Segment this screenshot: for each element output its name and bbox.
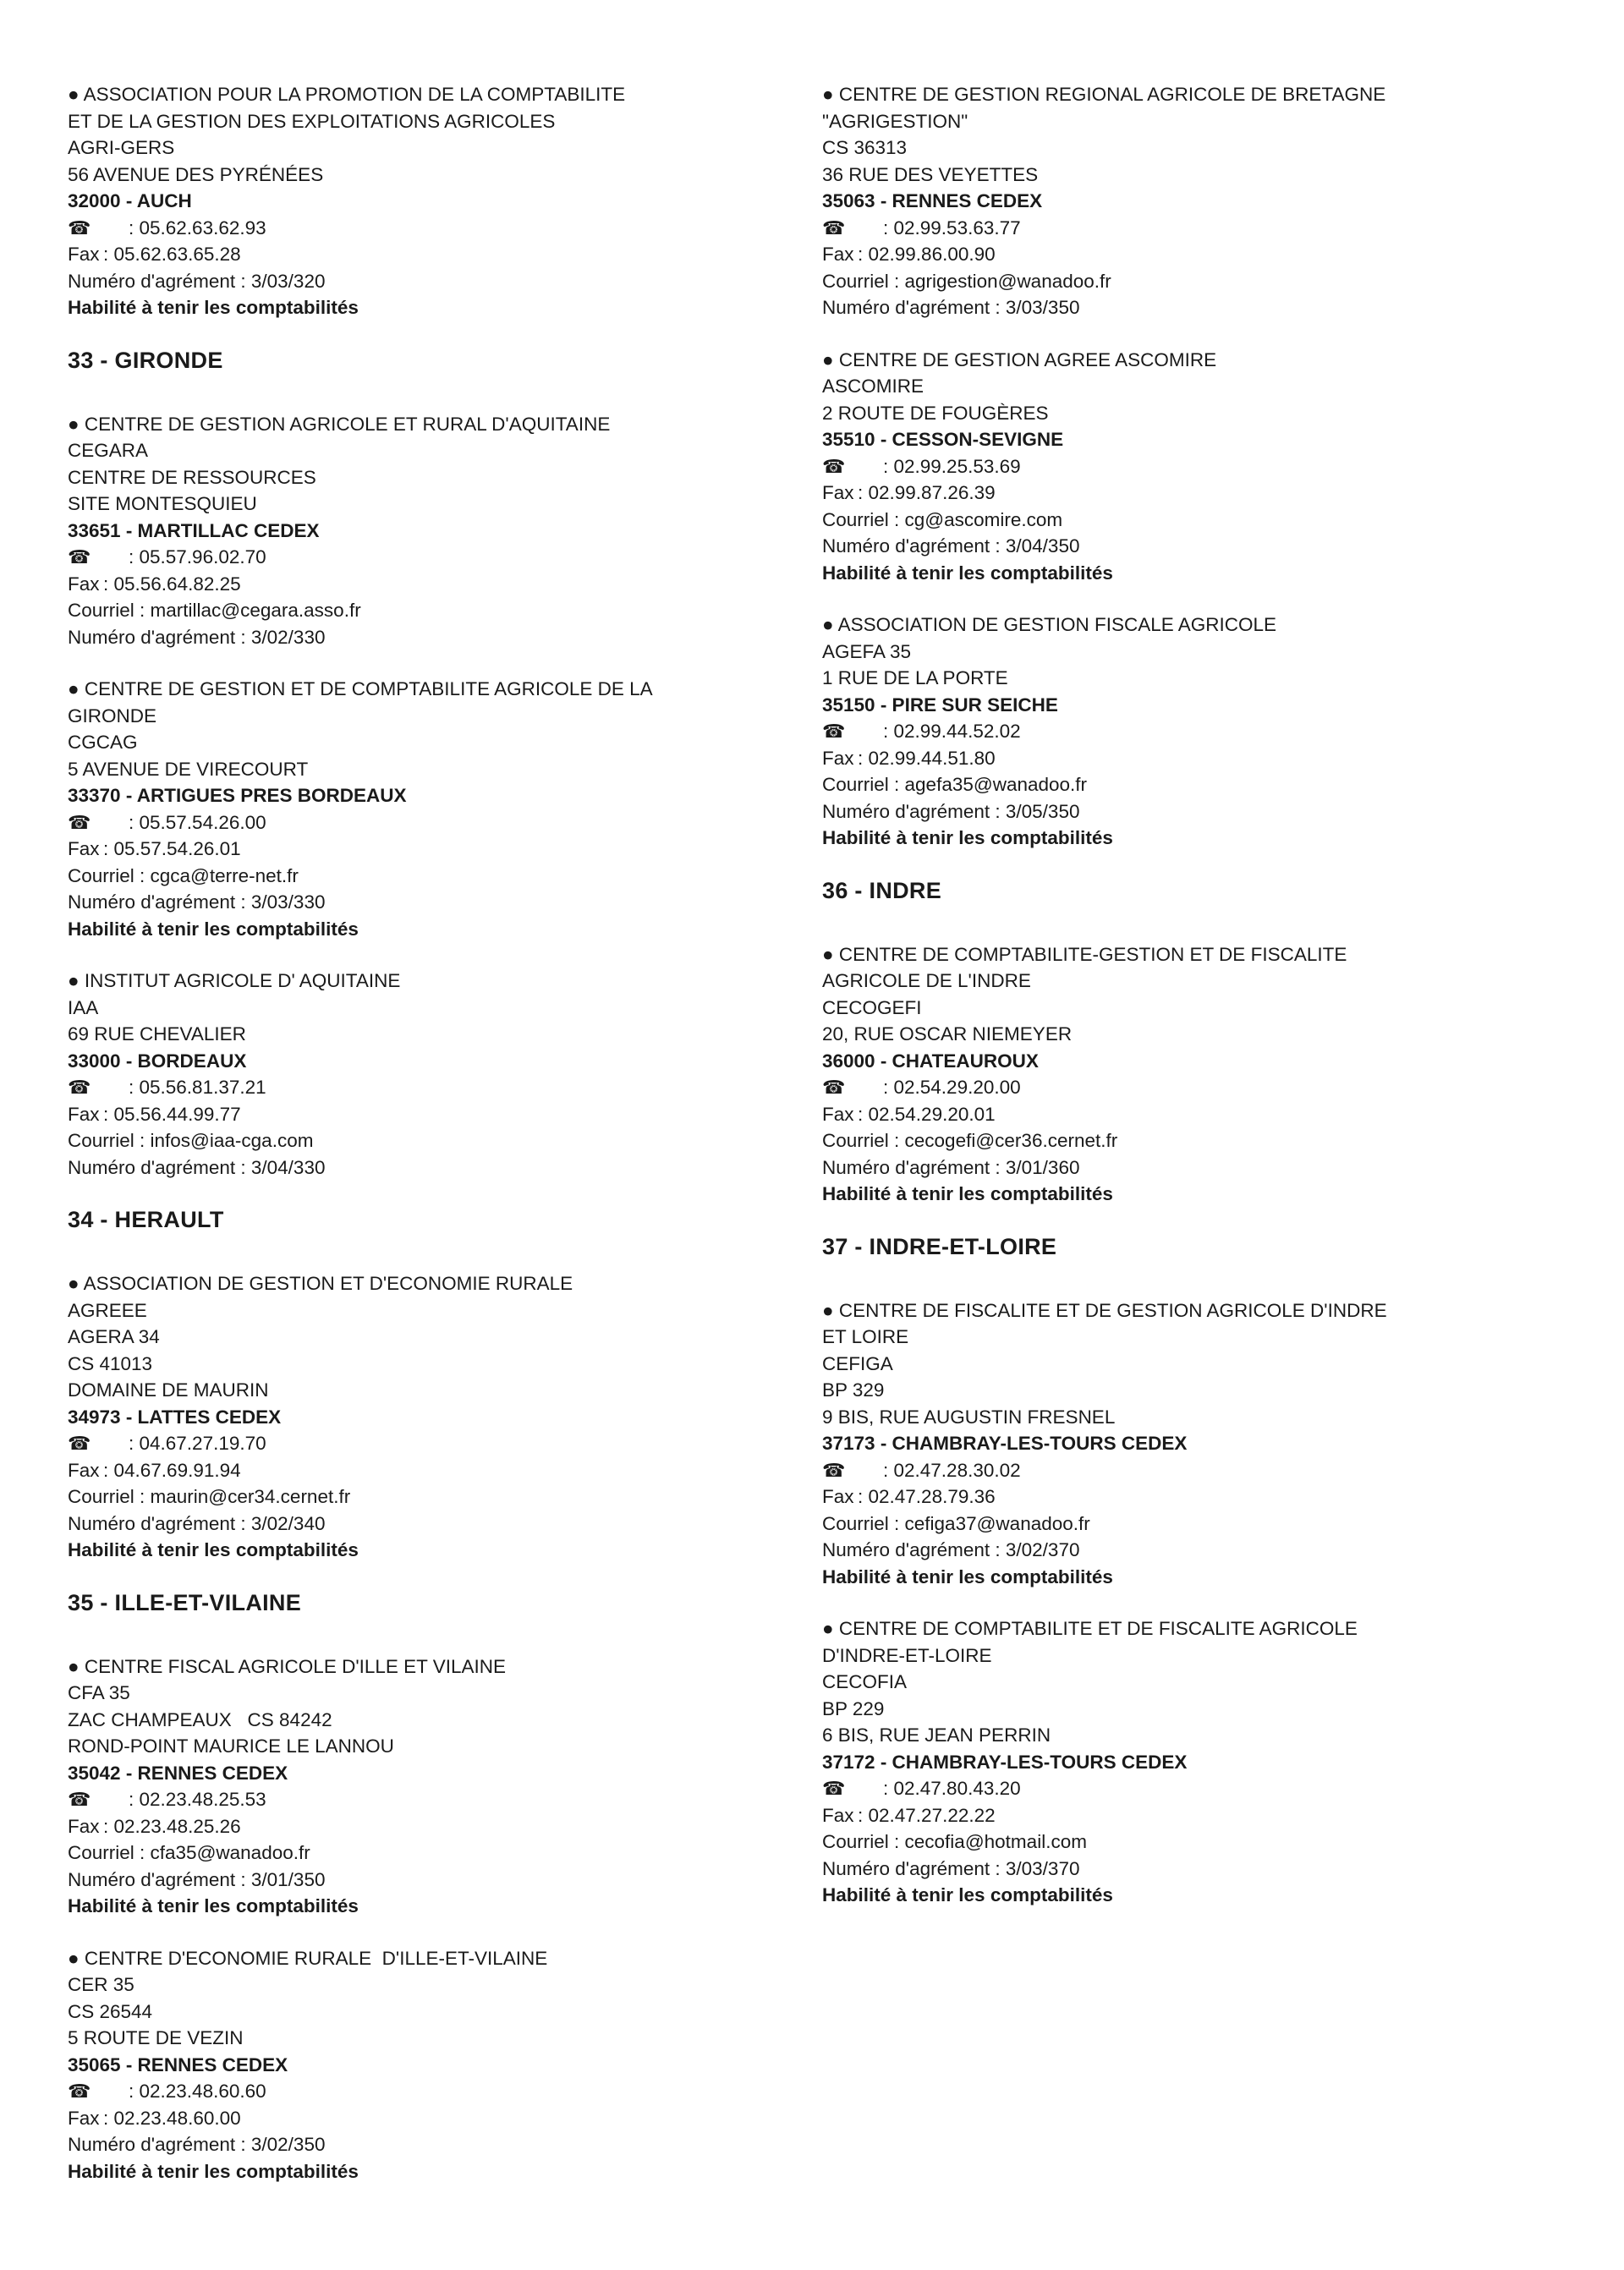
fax-line bbox=[822, 1802, 1566, 1829]
organization-name: ● CENTRE FISCAL AGRICOLE D'ILLE ET VILAINE bbox=[68, 1655, 507, 1677]
fax-line bbox=[822, 241, 1566, 268]
email-line: Courriel : martillac@cegara.asso.fr bbox=[68, 600, 361, 621]
organization-entry bbox=[68, 676, 795, 942]
organization-name: ● CENTRE DE COMPTABILITE-GESTION ET DE FISCALITE bbox=[822, 943, 1347, 965]
organization-name: ● ASSOCIATION DE GESTION ET D'ECONOMIE RURALE bbox=[68, 1273, 573, 1294]
phone-number: : 02.23.48.60.60 bbox=[129, 2081, 266, 2102]
fax-number: : 02.99.44.51.80 bbox=[858, 747, 996, 769]
accreditation-note: Habilité à tenir les comptabilités bbox=[68, 297, 359, 318]
postal-city: 36000 - CHATEAUROUX bbox=[822, 1050, 1039, 1072]
entry-line: AGREEE bbox=[68, 1299, 147, 1321]
accreditation-note: Habilité à tenir les comptabilités bbox=[68, 2160, 359, 2182]
organization-name: ● CENTRE DE FISCALITE ET DE GESTION AGRICOLE D'INDRE bbox=[822, 1299, 1387, 1321]
email-line: Courriel : maurin@cer34.cernet.fr bbox=[68, 1486, 351, 1507]
postal-city: 35042 - RENNES CEDEX bbox=[68, 1762, 288, 1784]
fax-label: Fax bbox=[68, 244, 100, 265]
organization-entry bbox=[68, 968, 795, 1181]
fax-number: : 02.47.28.79.36 bbox=[858, 1486, 996, 1507]
organization-name: ● INSTITUT AGRICOLE D' AQUITAINE bbox=[68, 970, 401, 991]
email-line: Courriel : cecogefi@cer36.cernet.fr bbox=[822, 1130, 1118, 1151]
entry-line: 6 BIS, RUE JEAN PERRIN bbox=[822, 1724, 1051, 1746]
entry-line: 5 ROUTE DE VEZIN bbox=[68, 2027, 244, 2048]
approval-number: Numéro d'agrément : 3/01/350 bbox=[68, 1868, 326, 1890]
fax-label: Fax bbox=[68, 1815, 100, 1837]
entry-line: 36 RUE DES VEYETTES bbox=[822, 163, 1039, 185]
telephone-icon: ☎ bbox=[822, 721, 846, 742]
postal-city: 37173 - CHAMBRAY-LES-TOURS CEDEX bbox=[822, 1433, 1188, 1454]
entry-line: 5 AVENUE DE VIRECOURT bbox=[68, 758, 309, 780]
fax-number: : 05.56.44.99.77 bbox=[103, 1103, 241, 1125]
organization-name: ● CENTRE D'ECONOMIE RURALE D'ILLE-ET-VILAINE bbox=[68, 1947, 548, 1969]
fax-line bbox=[68, 241, 795, 268]
accreditation-note: Habilité à tenir les comptabilités bbox=[822, 1565, 1113, 1587]
telephone-icon: ☎ bbox=[822, 1778, 846, 1799]
approval-number: Numéro d'agrément : 3/01/360 bbox=[822, 1156, 1080, 1178]
phone-number: : 02.54.29.20.00 bbox=[883, 1077, 1021, 1098]
email-line: Courriel : cecofia@hotmail.com bbox=[822, 1831, 1087, 1852]
entry-line: BP 229 bbox=[822, 1697, 885, 1719]
phone-line bbox=[68, 1430, 795, 1457]
fax-label: Fax bbox=[68, 1103, 100, 1125]
accreditation-note: Habilité à tenir les comptabilités bbox=[822, 1884, 1113, 1905]
postal-city: 33000 - BORDEAUX bbox=[68, 1050, 247, 1072]
entry-line: AGEFA 35 bbox=[822, 640, 912, 662]
email-line: Courriel : agefa35@wanadoo.fr bbox=[822, 774, 1088, 795]
telephone-icon: ☎ bbox=[822, 1077, 846, 1098]
entry-line: 2 ROUTE DE FOUGÈRES bbox=[822, 402, 1049, 424]
entry-line: ASCOMIRE bbox=[822, 376, 924, 397]
organization-entry bbox=[68, 1270, 795, 1564]
organization-name: ● ASSOCIATION POUR LA PROMOTION DE LA COMPTABILITE bbox=[68, 84, 626, 105]
organization-entry bbox=[822, 1297, 1566, 1591]
section-heading: 36 - INDRE bbox=[822, 877, 942, 903]
entry-line: CEGARA bbox=[68, 440, 149, 461]
fax-line bbox=[68, 1101, 795, 1128]
fax-line bbox=[68, 1457, 795, 1484]
entry-line: 9 BIS, RUE AUGUSTIN FRESNEL bbox=[822, 1406, 1116, 1428]
phone-line bbox=[822, 453, 1566, 480]
telephone-icon: ☎ bbox=[822, 1459, 846, 1481]
approval-number: Numéro d'agrément : 3/04/350 bbox=[822, 535, 1080, 557]
entry-line: 56 AVENUE DES PYRÉNÉES bbox=[68, 163, 324, 185]
phone-number: : 05.57.96.02.70 bbox=[129, 546, 266, 568]
phone-line bbox=[822, 215, 1566, 242]
organization-name: ● CENTRE DE COMPTABILITE ET DE FISCALITE AGRICOLE bbox=[822, 1618, 1358, 1639]
entry-line: BP 329 bbox=[822, 1379, 885, 1401]
section-heading: 37 - INDRE-ET-LOIRE bbox=[822, 1233, 1057, 1259]
email-line: Courriel : cefiga37@wanadoo.fr bbox=[822, 1512, 1090, 1534]
organization-name: ● ASSOCIATION DE GESTION FISCALE AGRICOLE bbox=[822, 614, 1277, 635]
email-line: Courriel : infos@iaa-cga.com bbox=[68, 1130, 314, 1151]
organization-entry bbox=[68, 1653, 795, 1920]
section-heading: 34 - HERAULT bbox=[68, 1207, 224, 1232]
phone-line bbox=[822, 1074, 1566, 1101]
entry-line: 1 RUE DE LA PORTE bbox=[822, 667, 1008, 688]
accreditation-note: Habilité à tenir les comptabilités bbox=[822, 1183, 1113, 1204]
entry-line: CER 35 bbox=[68, 1974, 134, 1995]
entry-line: AGRICOLE DE L'INDRE bbox=[822, 970, 1031, 991]
phone-line bbox=[822, 1775, 1566, 1802]
section-heading: 35 - ILLE-ET-VILAINE bbox=[68, 1589, 302, 1615]
telephone-icon: ☎ bbox=[822, 455, 846, 477]
email-line: Courriel : cfa35@wanadoo.fr bbox=[68, 1842, 310, 1863]
fax-label: Fax bbox=[822, 1804, 854, 1826]
entry-line: 20, RUE OSCAR NIEMEYER bbox=[822, 1023, 1073, 1045]
approval-number: Numéro d'agrément : 3/03/350 bbox=[822, 297, 1080, 318]
phone-line bbox=[68, 1786, 795, 1813]
approval-number: Numéro d'agrément : 3/05/350 bbox=[822, 800, 1080, 822]
entry-line: SITE MONTESQUIEU bbox=[68, 493, 257, 514]
postal-city: 35510 - CESSON-SEVIGNE bbox=[822, 429, 1064, 450]
approval-number: Numéro d'agrément : 3/03/320 bbox=[68, 270, 326, 292]
organization-entry bbox=[68, 411, 795, 651]
telephone-icon: ☎ bbox=[68, 2081, 91, 2102]
entry-line: CECOGEFI bbox=[822, 996, 922, 1018]
entry-line: CEFIGA bbox=[822, 1352, 893, 1374]
phone-line bbox=[822, 718, 1566, 745]
phone-number: : 02.47.28.30.02 bbox=[883, 1459, 1021, 1481]
phone-number: : 02.99.53.63.77 bbox=[883, 217, 1021, 239]
phone-number: : 05.62.63.62.93 bbox=[129, 217, 266, 239]
phone-number: : 02.99.44.52.02 bbox=[883, 721, 1021, 742]
telephone-icon: ☎ bbox=[68, 1433, 91, 1454]
fax-number: : 05.57.54.26.01 bbox=[103, 838, 241, 859]
telephone-icon: ☎ bbox=[822, 217, 846, 239]
entry-line: GIRONDE bbox=[68, 705, 157, 727]
phone-number: : 02.23.48.25.53 bbox=[129, 1789, 266, 1810]
organization-name: ● CENTRE DE GESTION REGIONAL AGRICOLE DE BRETAGNE bbox=[822, 84, 1386, 105]
approval-number: Numéro d'agrément : 3/03/330 bbox=[68, 891, 326, 913]
organization-name: ● CENTRE DE GESTION ET DE COMPTABILITE AGRICOLE DE LA bbox=[68, 678, 653, 699]
email-line: Courriel : agrigestion@wanadoo.fr bbox=[822, 270, 1111, 292]
approval-number: Numéro d'agrément : 3/04/330 bbox=[68, 1156, 326, 1178]
email-line: Courriel : cgca@terre-net.fr bbox=[68, 864, 299, 886]
telephone-icon: ☎ bbox=[68, 217, 91, 239]
phone-number: : 02.99.25.53.69 bbox=[883, 455, 1021, 477]
entry-line: 69 RUE CHEVALIER bbox=[68, 1023, 246, 1045]
organization-entry bbox=[822, 1615, 1566, 1909]
right-column bbox=[822, 81, 1566, 1934]
fax-line bbox=[68, 1813, 795, 1840]
fax-label: Fax bbox=[822, 244, 854, 265]
email-line: Courriel : cg@ascomire.com bbox=[822, 508, 1063, 530]
section-heading: 33 - GIRONDE bbox=[68, 347, 223, 373]
approval-number: Numéro d'agrément : 3/02/330 bbox=[68, 626, 326, 648]
telephone-icon: ☎ bbox=[68, 1077, 91, 1098]
organization-entry bbox=[68, 1945, 795, 2185]
fax-label: Fax bbox=[68, 1459, 100, 1481]
entry-line: ROND-POINT MAURICE LE LANNOU bbox=[68, 1735, 394, 1757]
fax-label: Fax bbox=[822, 1486, 854, 1507]
fax-number: : 05.56.64.82.25 bbox=[103, 573, 241, 595]
entry-line: ET LOIRE bbox=[822, 1326, 909, 1347]
entry-line: CENTRE DE RESSOURCES bbox=[68, 466, 316, 488]
entry-line: AGERA 34 bbox=[68, 1326, 160, 1347]
entry-line: IAA bbox=[68, 996, 99, 1018]
fax-number: : 02.99.87.26.39 bbox=[858, 482, 996, 503]
fax-number: : 05.62.63.65.28 bbox=[103, 244, 241, 265]
telephone-icon: ☎ bbox=[68, 546, 91, 568]
entry-line: D'INDRE-ET-LOIRE bbox=[822, 1644, 992, 1666]
entry-line: ET DE LA GESTION DES EXPLOITATIONS AGRICOLES bbox=[68, 110, 556, 132]
accreditation-note: Habilité à tenir les comptabilités bbox=[68, 1895, 359, 1916]
phone-line bbox=[822, 1457, 1566, 1484]
telephone-icon: ☎ bbox=[68, 811, 91, 833]
organization-name: ● CENTRE DE GESTION AGRICOLE ET RURAL D'AQUITAINE bbox=[68, 413, 611, 435]
entry-line: ZAC CHAMPEAUX CS 84242 bbox=[68, 1708, 332, 1730]
entry-line: CGCAG bbox=[68, 732, 138, 753]
phone-line bbox=[68, 1074, 795, 1101]
postal-city: 37172 - CHAMBRAY-LES-TOURS CEDEX bbox=[822, 1751, 1188, 1773]
entry-line: CFA 35 bbox=[68, 1682, 130, 1703]
entry-line: CS 41013 bbox=[68, 1352, 153, 1374]
fax-label: Fax bbox=[68, 573, 100, 595]
phone-number: : 02.47.80.43.20 bbox=[883, 1778, 1021, 1799]
fax-label: Fax bbox=[822, 1103, 854, 1125]
phone-line bbox=[68, 544, 795, 571]
fax-line bbox=[68, 836, 795, 863]
fax-line bbox=[822, 480, 1566, 507]
organization-entry bbox=[68, 81, 795, 321]
postal-city: 35150 - PIRE SUR SEICHE bbox=[822, 694, 1058, 716]
organization-entry bbox=[822, 347, 1566, 587]
approval-number: Numéro d'agrément : 3/02/370 bbox=[822, 1539, 1080, 1560]
left-column bbox=[68, 81, 795, 2210]
fax-number: : 02.47.27.22.22 bbox=[858, 1804, 996, 1826]
accreditation-note: Habilité à tenir les comptabilités bbox=[68, 1539, 359, 1560]
fax-label: Fax bbox=[68, 838, 100, 859]
postal-city: 35063 - RENNES CEDEX bbox=[822, 190, 1043, 211]
accreditation-note: Habilité à tenir les comptabilités bbox=[68, 918, 359, 940]
organization-entry bbox=[822, 611, 1566, 852]
phone-number: : 05.57.54.26.00 bbox=[129, 811, 266, 833]
phone-line bbox=[68, 809, 795, 836]
entry-line: AGRI-GERS bbox=[68, 137, 175, 158]
postal-city: 35065 - RENNES CEDEX bbox=[68, 2053, 288, 2075]
phone-number: : 04.67.27.19.70 bbox=[129, 1433, 266, 1454]
fax-line bbox=[68, 2105, 795, 2132]
accreditation-note: Habilité à tenir les comptabilités bbox=[822, 562, 1113, 584]
entry-line: CS 36313 bbox=[822, 137, 908, 158]
approval-number: Numéro d'agrément : 3/03/370 bbox=[822, 1857, 1080, 1879]
fax-line bbox=[68, 571, 795, 598]
fax-label: Fax bbox=[68, 2107, 100, 2129]
fax-number: : 02.23.48.25.26 bbox=[103, 1815, 241, 1837]
phone-number: : 05.56.81.37.21 bbox=[129, 1077, 266, 1098]
telephone-icon: ☎ bbox=[68, 1789, 91, 1810]
organization-name: ● CENTRE DE GESTION AGREE ASCOMIRE bbox=[822, 348, 1217, 370]
phone-line bbox=[68, 2078, 795, 2105]
entry-line: CS 26544 bbox=[68, 2000, 153, 2022]
postal-city: 32000 - AUCH bbox=[68, 190, 192, 211]
postal-city: 34973 - LATTES CEDEX bbox=[68, 1406, 282, 1428]
accreditation-note: Habilité à tenir les comptabilités bbox=[822, 827, 1113, 848]
fax-number: : 02.99.86.00.90 bbox=[858, 244, 996, 265]
organization-entry bbox=[822, 941, 1566, 1208]
phone-line bbox=[68, 215, 795, 242]
organization-entry bbox=[822, 81, 1566, 321]
fax-label: Fax bbox=[822, 482, 854, 503]
postal-city: 33370 - ARTIGUES PRES BORDEAUX bbox=[68, 785, 407, 806]
fax-number: : 04.67.69.91.94 bbox=[103, 1459, 241, 1481]
entry-line: CECOFIA bbox=[822, 1671, 908, 1692]
fax-number: : 02.23.48.60.00 bbox=[103, 2107, 241, 2129]
fax-line bbox=[822, 745, 1566, 772]
fax-label: Fax bbox=[822, 747, 854, 769]
entry-line: DOMAINE DE MAURIN bbox=[68, 1379, 269, 1401]
postal-city: 33651 - MARTILLAC CEDEX bbox=[68, 519, 320, 541]
fax-number: : 02.54.29.20.01 bbox=[858, 1103, 996, 1125]
approval-number: Numéro d'agrément : 3/02/340 bbox=[68, 1512, 326, 1534]
approval-number: Numéro d'agrément : 3/02/350 bbox=[68, 2134, 326, 2155]
entry-line: "AGRIGESTION" bbox=[822, 110, 968, 132]
fax-line bbox=[822, 1483, 1566, 1511]
fax-line bbox=[822, 1101, 1566, 1128]
